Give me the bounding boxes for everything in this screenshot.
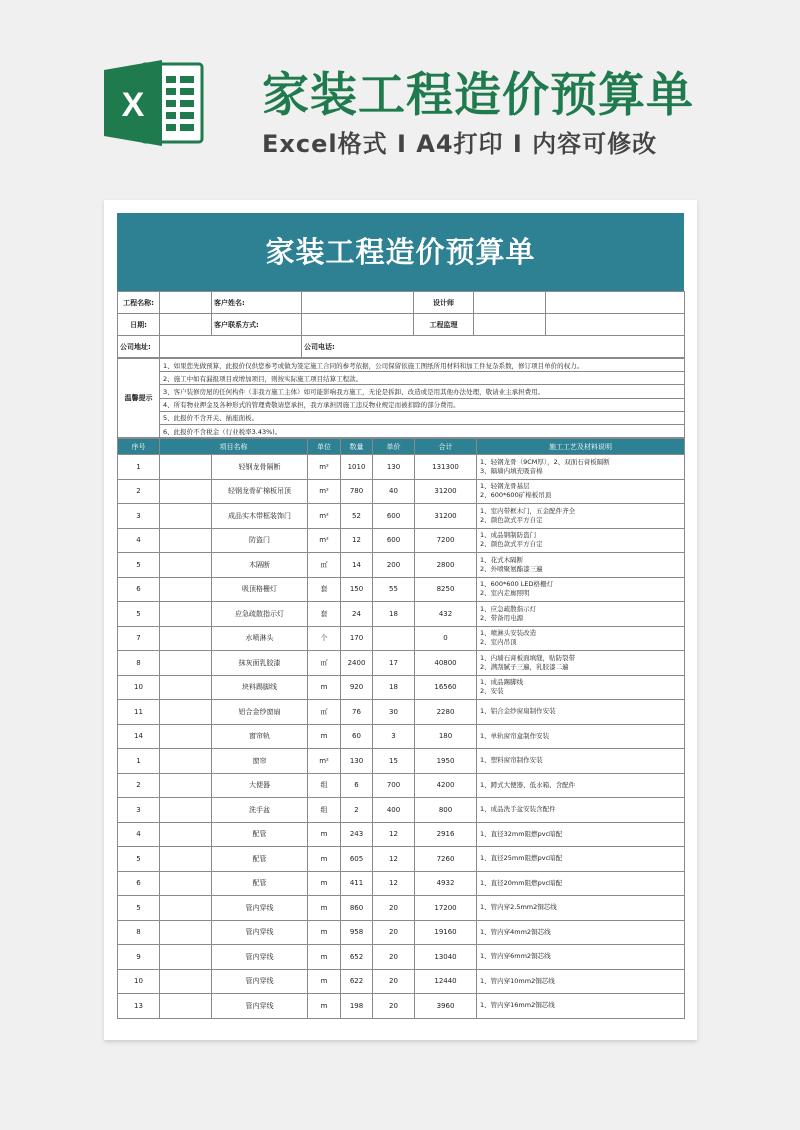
cell-unit[interactable]: ㎡ — [308, 651, 341, 676]
client-name-label: 客户姓名: — [212, 292, 302, 314]
cell-price[interactable]: 20 — [373, 920, 415, 945]
cell-unit[interactable]: 组 — [308, 773, 341, 798]
cell-blank[interactable] — [160, 798, 212, 823]
cell-unit[interactable]: m — [308, 969, 341, 994]
cell-total[interactable]: 13040 — [415, 945, 477, 970]
excel-letter: X — [121, 86, 145, 124]
cell-total[interactable]: 800 — [415, 798, 477, 823]
cell-price[interactable]: 18 — [373, 675, 415, 700]
table-row — [118, 920, 685, 945]
col-header-price: 单价 — [373, 439, 415, 455]
cell-name[interactable]: 吸顶格栅灯 — [212, 577, 308, 602]
tip-item: 4、所有物业押金及各种形式的管理费敬请您承担，我方承担因施工违反物业规定而被扣除的部分费用。 — [160, 398, 685, 411]
cell-unit[interactable]: m — [308, 920, 341, 945]
cell-total[interactable]: 4932 — [415, 871, 477, 896]
cell-total[interactable]: 180 — [415, 724, 477, 749]
cell-total[interactable]: 432 — [415, 602, 477, 627]
cell-unit[interactable]: m² — [308, 504, 341, 529]
table-row — [118, 994, 685, 1019]
cell-no[interactable]: 1 — [118, 749, 160, 774]
cell-price[interactable]: 12 — [373, 822, 415, 847]
cell-name[interactable]: 管内穿线 — [212, 945, 308, 970]
info-table — [117, 291, 685, 358]
cell-name[interactable]: 抹灰面乳胶漆 — [212, 651, 308, 676]
cell-blank[interactable] — [160, 896, 212, 921]
cell-price[interactable]: 400 — [373, 798, 415, 823]
cell-name[interactable]: 洗手盆 — [212, 798, 308, 823]
cell-name[interactable]: 窗帘轨 — [212, 724, 308, 749]
cell-no[interactable]: 6 — [118, 871, 160, 896]
cell-name[interactable]: 管内穿线 — [212, 896, 308, 921]
cell-qty[interactable]: 198 — [341, 994, 373, 1019]
cell-total[interactable]: 31200 — [415, 504, 477, 529]
cell-blank[interactable] — [160, 847, 212, 872]
cell-qty[interactable]: 2 — [341, 798, 373, 823]
cell-qty[interactable]: 243 — [341, 822, 373, 847]
cell-unit[interactable]: m — [308, 724, 341, 749]
cell-total[interactable]: 16560 — [415, 675, 477, 700]
cell-blank[interactable] — [160, 602, 212, 627]
cell-no[interactable]: 5 — [118, 847, 160, 872]
cell-total[interactable]: 0 — [415, 626, 477, 651]
cell-price[interactable]: 700 — [373, 773, 415, 798]
table-row — [118, 479, 685, 504]
tip-item: 2、施工中如有漏报项目或增加项目，则按实际施工项目结算工程款。 — [160, 372, 685, 385]
cell-unit[interactable]: m² — [308, 749, 341, 774]
cell-total[interactable]: 7200 — [415, 528, 477, 553]
cell-price[interactable]: 40 — [373, 479, 415, 504]
cell-price[interactable]: 12 — [373, 847, 415, 872]
table-header-row — [118, 439, 685, 455]
col-header-desc: 施工工艺及材料说明 — [477, 439, 685, 455]
cell-name[interactable]: 块料踢脚线 — [212, 675, 308, 700]
tip-row — [118, 359, 685, 372]
cell-desc[interactable]: 1、成品洗手盆安装含配件 — [477, 798, 685, 823]
cell-desc[interactable]: 1、单轨窗帘盒制作安装 — [477, 724, 685, 749]
cell-blank[interactable] — [160, 871, 212, 896]
cell-price[interactable]: 20 — [373, 945, 415, 970]
col-header-name: 项目名称 — [160, 439, 308, 455]
cell-desc[interactable]: 1、室内带框木门，五金配件齐全 2、颜色款式平方自定 — [477, 504, 685, 529]
table-row — [118, 675, 685, 700]
cell-qty[interactable]: 170 — [341, 626, 373, 651]
cell-no[interactable]: 10 — [118, 969, 160, 994]
table-row — [118, 969, 685, 994]
cell-price[interactable]: 12 — [373, 871, 415, 896]
cell-name[interactable]: 管内穿线 — [212, 969, 308, 994]
cell-unit[interactable]: m — [308, 822, 341, 847]
cell-no[interactable]: 13 — [118, 994, 160, 1019]
cell-no[interactable]: 6 — [118, 577, 160, 602]
cell-no[interactable]: 5 — [118, 602, 160, 627]
cell-blank[interactable] — [160, 504, 212, 529]
client-name-value[interactable] — [302, 292, 414, 314]
table-row — [118, 749, 685, 774]
cell-name[interactable]: 配管 — [212, 822, 308, 847]
cell-qty[interactable]: 411 — [341, 871, 373, 896]
tip-item: 1、如果您先做预算，此报价仅供您参考或做为签定施工合同的参考依据，公司保留依施工图纸所用材料和加工件复杂系数，修订项目单价的权力。 — [160, 359, 685, 372]
cell-qty[interactable]: 150 — [341, 577, 373, 602]
table-row — [118, 896, 685, 921]
cell-desc[interactable]: 1、直径25mm阻燃pvc暗配 — [477, 847, 685, 872]
table-row — [118, 945, 685, 970]
cell-qty[interactable]: 1010 — [341, 455, 373, 480]
cell-blank[interactable] — [160, 700, 212, 725]
cell-blank[interactable] — [160, 553, 212, 578]
cell-total[interactable]: 17200 — [415, 896, 477, 921]
company-phone-label: 公司电话: — [302, 336, 685, 358]
supervisor-value[interactable] — [474, 314, 546, 336]
cell-unit[interactable]: ㎡ — [308, 700, 341, 725]
cell-total[interactable]: 2916 — [415, 822, 477, 847]
cell-price[interactable]: 18 — [373, 602, 415, 627]
cell-name[interactable]: 木隔断 — [212, 553, 308, 578]
company-address-value[interactable] — [160, 336, 302, 358]
cell-name[interactable]: 防盗门 — [212, 528, 308, 553]
supervisor-label: 工程监理 — [414, 314, 474, 336]
cell-name[interactable]: 管内穿线 — [212, 920, 308, 945]
tip-row — [118, 411, 685, 424]
cell-name[interactable]: 成品实木带框装饰门 — [212, 504, 308, 529]
cell-total[interactable]: 7260 — [415, 847, 477, 872]
cell-total[interactable]: 131300 — [415, 455, 477, 480]
cell-qty[interactable]: 52 — [341, 504, 373, 529]
table-row — [118, 602, 685, 627]
cell-price[interactable]: 3 — [373, 724, 415, 749]
cell-total[interactable]: 3960 — [415, 994, 477, 1019]
cell-blank[interactable] — [160, 920, 212, 945]
cell-blank[interactable] — [160, 577, 212, 602]
table-row — [118, 651, 685, 676]
cell-blank[interactable] — [160, 651, 212, 676]
cell-no[interactable]: 8 — [118, 920, 160, 945]
table-row — [118, 847, 685, 872]
tip-item: 3、客户装修房屋的任何构件（非我方施工主体）如可能影响我方施工，无论是拆卸、改造或是用其他办法处理，敬请业主承担费用。 — [160, 385, 685, 398]
cell-desc[interactable]: 1、管内穿4mm2铜芯线 — [477, 920, 685, 945]
info-row-2 — [118, 314, 685, 336]
cell-unit[interactable]: m — [308, 896, 341, 921]
cell-unit[interactable]: 套 — [308, 577, 341, 602]
table-row — [118, 822, 685, 847]
cell-name[interactable]: 轻钢龙骨矿棉板吊顶 — [212, 479, 308, 504]
document-page — [104, 200, 697, 1040]
cell-unit[interactable]: m² — [308, 528, 341, 553]
cell-unit[interactable]: m — [308, 994, 341, 1019]
banner-subtitle: Excel格式 I A4打印 I 内容可修改 — [262, 130, 658, 158]
col-header-no: 序号 — [118, 439, 160, 455]
table-row — [118, 773, 685, 798]
cell-blank[interactable] — [160, 724, 212, 749]
cell-unit[interactable]: m — [308, 675, 341, 700]
cell-price[interactable]: 20 — [373, 896, 415, 921]
cell-blank[interactable] — [160, 994, 212, 1019]
client-contact-label: 客户联系方式: — [212, 314, 302, 336]
cell-desc[interactable]: 1、轻钢龙骨基层 2、600*600矿棉板吊顶 — [477, 479, 685, 504]
cell-qty[interactable]: 76 — [341, 700, 373, 725]
col-header-qty: 数量 — [341, 439, 373, 455]
cell-desc[interactable]: 1、管内穿10mm2铜芯线 — [477, 969, 685, 994]
cell-qty[interactable]: 12 — [341, 528, 373, 553]
cell-blank[interactable] — [160, 773, 212, 798]
cell-name[interactable]: 铝合金纱窗扇 — [212, 700, 308, 725]
table-row — [118, 700, 685, 725]
excel-icon — [100, 58, 230, 148]
cell-name[interactable]: 配管 — [212, 871, 308, 896]
cell-total[interactable]: 12440 — [415, 969, 477, 994]
cell-price[interactable]: 17 — [373, 651, 415, 676]
cell-blank[interactable] — [160, 749, 212, 774]
cell-qty[interactable]: 605 — [341, 847, 373, 872]
banner-title: 家装工程造价预算单 — [262, 68, 694, 123]
cell-qty[interactable]: 2400 — [341, 651, 373, 676]
date-value[interactable] — [160, 314, 212, 336]
cell-price[interactable]: 55 — [373, 577, 415, 602]
spreadsheet — [117, 213, 684, 1019]
cell-unit[interactable]: m² — [308, 479, 341, 504]
cell-desc[interactable]: 1、成品踢脚线 2、安装 — [477, 675, 685, 700]
table-row — [118, 553, 685, 578]
info-blank-2[interactable] — [546, 314, 685, 336]
tip-row — [118, 385, 685, 398]
tip-row — [118, 398, 685, 411]
cell-name[interactable]: 轻钢龙骨隔断 — [212, 455, 308, 480]
designer-label: 设计师 — [414, 292, 474, 314]
cell-no[interactable]: 5 — [118, 553, 160, 578]
cell-name[interactable]: 水喷淋头 — [212, 626, 308, 651]
cell-price[interactable]: 600 — [373, 504, 415, 529]
cell-unit[interactable]: 个 — [308, 626, 341, 651]
cell-no[interactable]: 14 — [118, 724, 160, 749]
cell-no[interactable]: 2 — [118, 773, 160, 798]
sheet-title: 家装工程造价预算单 — [117, 213, 684, 291]
cell-no[interactable]: 4 — [118, 528, 160, 553]
info-blank-1[interactable] — [546, 292, 685, 314]
table-row — [118, 871, 685, 896]
cell-price[interactable]: 15 — [373, 749, 415, 774]
cell-desc[interactable]: 1、600*600 LED格栅灯 2、室内走廊照明 — [477, 577, 685, 602]
cell-price[interactable]: 30 — [373, 700, 415, 725]
tip-item: 6、此报价不含税金（行业税率3.43%)。 — [160, 424, 685, 437]
cell-blank[interactable] — [160, 479, 212, 504]
cell-desc[interactable]: 1、管内穿6mm2铜芯线 — [477, 945, 685, 970]
cell-qty[interactable]: 652 — [341, 945, 373, 970]
info-row-1 — [118, 292, 685, 314]
cell-total[interactable]: 2800 — [415, 553, 477, 578]
cell-qty[interactable]: 622 — [341, 969, 373, 994]
cell-price[interactable]: 600 — [373, 528, 415, 553]
cell-qty[interactable]: 958 — [341, 920, 373, 945]
cell-blank[interactable] — [160, 626, 212, 651]
cell-blank[interactable] — [160, 822, 212, 847]
cell-unit[interactable]: 套 — [308, 602, 341, 627]
info-row-3 — [118, 336, 685, 358]
cell-blank[interactable] — [160, 455, 212, 480]
cell-desc[interactable]: 1、花式木隔断 2、外喷聚氨酯漆三遍 — [477, 553, 685, 578]
cell-unit[interactable]: m — [308, 871, 341, 896]
cell-blank[interactable] — [160, 969, 212, 994]
cell-blank[interactable] — [160, 945, 212, 970]
cell-desc[interactable]: 1、蹲式大便器、低水箱、含配件 — [477, 773, 685, 798]
cell-no[interactable]: 9 — [118, 945, 160, 970]
cell-desc[interactable]: 1、成品钢制防盗门 2、颜色款式平方自定 — [477, 528, 685, 553]
cell-no[interactable]: 2 — [118, 479, 160, 504]
date-label: 日期: — [118, 314, 160, 336]
cell-blank[interactable] — [160, 675, 212, 700]
cell-price[interactable]: 200 — [373, 553, 415, 578]
cell-desc[interactable]: 1、应急疏散指示灯 2、带备用电源 — [477, 602, 685, 627]
col-header-unit: 单位 — [308, 439, 341, 455]
project-name-label: 工程名称: — [118, 292, 160, 314]
cell-desc[interactable]: 1、直径32mm阻燃pvc暗配 — [477, 822, 685, 847]
cell-no[interactable]: 11 — [118, 700, 160, 725]
cell-price[interactable]: 20 — [373, 994, 415, 1019]
company-address-label: 公司地址: — [118, 336, 160, 358]
cell-name[interactable]: 窗帘 — [212, 749, 308, 774]
cell-no[interactable]: 5 — [118, 896, 160, 921]
cell-unit[interactable]: ㎡ — [308, 553, 341, 578]
cell-desc[interactable]: 1、轻钢龙骨（9CM厚），2、双面石膏板隔断 3、隔墙内填充吸音棉 — [477, 455, 685, 480]
cell-blank[interactable] — [160, 528, 212, 553]
cell-no[interactable]: 10 — [118, 675, 160, 700]
cell-name[interactable]: 管内穿线 — [212, 994, 308, 1019]
budget-table — [117, 438, 685, 1019]
cell-price[interactable] — [373, 626, 415, 651]
cell-unit[interactable]: m — [308, 945, 341, 970]
cell-no[interactable]: 8 — [118, 651, 160, 676]
cell-qty[interactable]: 860 — [341, 896, 373, 921]
cell-desc[interactable]: 1、内墙石膏板面填缝，贴防裂带 2、满刮腻子三遍，乳胶漆二遍 — [477, 651, 685, 676]
cell-qty[interactable]: 60 — [341, 724, 373, 749]
cell-qty[interactable]: 14 — [341, 553, 373, 578]
cell-no[interactable]: 7 — [118, 626, 160, 651]
cell-name[interactable]: 配管 — [212, 847, 308, 872]
cell-desc[interactable]: 1、直径20mm阻燃pvc暗配 — [477, 871, 685, 896]
client-contact-value[interactable] — [302, 314, 414, 336]
banner — [0, 0, 800, 185]
cell-no[interactable]: 3 — [118, 504, 160, 529]
cell-total[interactable]: 8250 — [415, 577, 477, 602]
cell-no[interactable]: 3 — [118, 798, 160, 823]
cell-total[interactable]: 2280 — [415, 700, 477, 725]
cell-unit[interactable]: 组 — [308, 798, 341, 823]
cell-desc[interactable]: 1、管内穿2.5mm2铜芯线 — [477, 896, 685, 921]
cell-name[interactable]: 应急疏散指示灯 — [212, 602, 308, 627]
col-header-total: 合计 — [415, 439, 477, 455]
cell-total[interactable]: 1950 — [415, 749, 477, 774]
table-row — [118, 626, 685, 651]
cell-qty[interactable]: 920 — [341, 675, 373, 700]
cell-no[interactable]: 4 — [118, 822, 160, 847]
cell-total[interactable]: 40800 — [415, 651, 477, 676]
table-row — [118, 798, 685, 823]
cell-qty[interactable]: 780 — [341, 479, 373, 504]
cell-desc[interactable]: 1、管内穿16mm2铜芯线 — [477, 994, 685, 1019]
cell-no[interactable]: 1 — [118, 455, 160, 480]
tip-row — [118, 424, 685, 437]
cell-desc[interactable]: 1、塑料窗帘制作安装 — [477, 749, 685, 774]
cell-name[interactable]: 大便器 — [212, 773, 308, 798]
cell-desc[interactable]: 1、铝合金纱窗扇制作安装 — [477, 700, 685, 725]
table-row — [118, 455, 685, 480]
tip-row — [118, 372, 685, 385]
cell-qty[interactable]: 24 — [341, 602, 373, 627]
cell-unit[interactable]: m² — [308, 455, 341, 480]
designer-value[interactable] — [474, 292, 546, 314]
cell-qty[interactable]: 6 — [341, 773, 373, 798]
table-row — [118, 504, 685, 529]
cell-price[interactable]: 130 — [373, 455, 415, 480]
table-body — [118, 455, 685, 1019]
table-row — [118, 577, 685, 602]
cell-total[interactable]: 4200 — [415, 773, 477, 798]
tips-label: 温馨提示 — [118, 359, 160, 438]
cell-desc[interactable]: 1、喷淋头安装改造 2、室内吊顶 — [477, 626, 685, 651]
project-name-value[interactable] — [160, 292, 212, 314]
cell-unit[interactable]: m — [308, 847, 341, 872]
cell-qty[interactable]: 130 — [341, 749, 373, 774]
tip-item: 5、此报价不含开关、插座面板。 — [160, 411, 685, 424]
cell-price[interactable]: 20 — [373, 969, 415, 994]
cell-total[interactable]: 31200 — [415, 479, 477, 504]
table-row — [118, 528, 685, 553]
tips-table — [117, 358, 685, 438]
table-row — [118, 724, 685, 749]
cell-total[interactable]: 19160 — [415, 920, 477, 945]
